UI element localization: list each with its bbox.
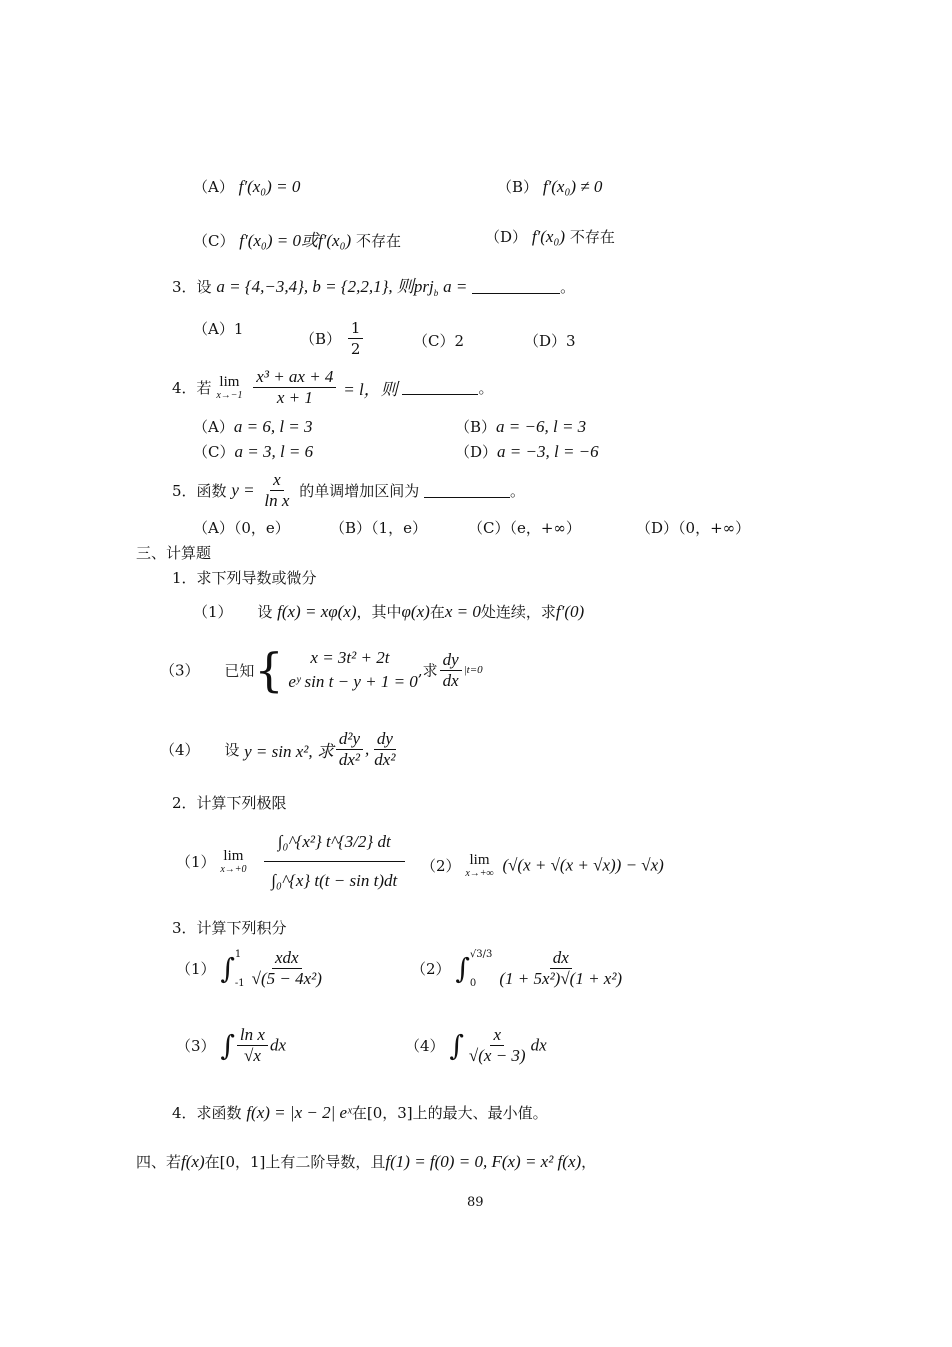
- q4-fraction: $\frac{\text{x³ + ax + 4}}{x + 1}$: [253, 367, 336, 408]
- problem-3-3: （3） ∫ $\frac{\text{ln x}}{√x}$ dx: [176, 1025, 286, 1065]
- p2-1-limit: lim x→+0: [220, 848, 247, 875]
- q5-answer-blank[interactable]: [424, 483, 510, 498]
- q5-option-d: （D）（0，+∞）: [636, 519, 751, 537]
- q3-answer-blank[interactable]: [472, 279, 560, 294]
- integral-sign: ∫: [455, 952, 470, 985]
- p1-4-derivative: $\frac{dy}{\text{dx²}}$: [374, 729, 396, 769]
- left-brace: {: [254, 643, 284, 697]
- problem-1-3: （3） 已知{ x = 3t² + 2t eʸ sin t − y + 1 = 0 ,求 $\frac{dy}{dx}$ |t=0: [160, 643, 483, 697]
- q5-option-b: （B）（1，e）: [330, 519, 427, 537]
- q3-option-d: （D）3: [524, 332, 576, 350]
- p2-1-fraction: $\frac{\text{∫₀\textasciicircum{}\{x²\} t\textasciicircum{}\{3/2\} dt}}{\text{∫₀\textasciicircum{}\{x\} t(t − sin t)dt}}$: [257, 823, 411, 900]
- p3-1-fraction: $\frac{\text{xdx}}{\text{√(5 − 4x²)}}$: [251, 948, 322, 988]
- p1-3-derivative: $\frac{dy}{dx}$: [440, 650, 462, 691]
- section-3-title: 三、计算题: [136, 544, 212, 562]
- q2-option-d-expr: f′(x₀): [531, 227, 566, 246]
- problem-3-4: （4） ∫ $\frac{x}{√(x - 3)}$ dx: [405, 1025, 547, 1065]
- q4-option-c: （C）a = 3, l = 6: [193, 442, 314, 461]
- q2-option-a: （A） f′(x₀) = 0: [193, 177, 301, 196]
- p1-4-second-derivative: $\frac{\text{d²y}}{\text{dx²}}$: [336, 729, 363, 770]
- p3-1-limits: 1 -1: [234, 948, 245, 989]
- q2-option-d: （D） f′(x₀) 不存在: [485, 227, 615, 246]
- q3-option-b-fraction: $\frac{1}{2}$: [348, 318, 364, 359]
- p3-3-fraction: $\frac{\text{ln x}}{√x}$: [237, 1025, 268, 1066]
- problem-1-1: （1） 设 f(x) = xφ(x)，其中φ(x)在x = 0处连续，求f′(0): [193, 602, 585, 621]
- problem-4: 4．求函数 f(x) = |x − 2| eˣ在[0，3]上的最大、最小值。: [172, 1103, 548, 1122]
- q3-option-b: （B） $\frac{1}{2}$: [300, 318, 365, 359]
- q4-option-d: （D）a = −3, l = −6: [455, 442, 599, 461]
- question-4: 4．若 lim x→−1 $\frac{\text{x³ + ax + 4}}{x + 1}$ = l，则 。: [172, 367, 494, 407]
- p3-2-fraction: $\frac{dx}{\text{(1 + 5x²)√(1 + x²)}}$: [499, 948, 623, 988]
- part-1-title: 1．求下列导数或微分: [172, 569, 317, 587]
- integral-sign: ∫: [220, 1029, 235, 1062]
- q5-option-c: （C）（e，+∞）: [468, 519, 581, 537]
- q3-option-c: （C）2: [413, 332, 465, 350]
- p2-2-limit: lim x→+∞: [465, 852, 494, 879]
- problem-3-1: （1） ∫ 1 -1 $\frac{\text{xdx}}{\text{√(5 − 4x²)}}$: [176, 948, 327, 989]
- part-3-title: 3．计算下列积分: [172, 919, 287, 937]
- integral-sign: ∫: [449, 1029, 464, 1062]
- q5-fraction: $\frac{x}{\text{ln x}}$: [264, 470, 290, 510]
- p3-2-limits: √3/3 0: [469, 948, 493, 989]
- question-3: 3．设 a = {4,−3,4}, b = {2,2,1}, 则prj$_b$ a = 。: [172, 277, 576, 298]
- q2-option-c-expr: f′(x₀) = 0或f′(x₀): [239, 231, 352, 250]
- question-5: 5．函数 y = $\frac{x}{\text{ln x}}$ 的单调增加区间为 。: [172, 470, 526, 510]
- integral-sign: ∫: [220, 952, 235, 985]
- q2-option-a-expr: f′(x₀) = 0: [238, 177, 301, 196]
- q5-option-a: （A）（0，e）: [193, 519, 290, 537]
- q3-expr2: a =: [443, 277, 468, 296]
- problem-2-1: （1） lim x→+0 $\frac{\text{∫₀\textasciicircum{}\{x²\} t\textasciicircum{}\{3/2\} dt}}{\text{∫₀\textasciicircum{}\{x\} t(t − sin t)dt}}$: [176, 823, 413, 900]
- q4-limit: lim x→−1: [216, 374, 243, 401]
- q2-option-b: （B） f′(x₀) ≠ 0: [497, 177, 603, 196]
- q3-expr: a = {4,−3,4}, b = {2,2,1}, 则prj: [216, 277, 434, 296]
- q4-answer-blank[interactable]: [402, 380, 478, 395]
- part-2-title: 2．计算下列极限: [172, 794, 287, 812]
- problem-2-2: （2） lim x→+∞ (√(x + √(x + √x)) − √x): [421, 852, 664, 879]
- q2-option-c: （C） f′(x₀) = 0或f′(x₀) 不存在: [193, 231, 401, 250]
- q4-option-b: （B）a = −6, l = 3: [455, 417, 587, 436]
- problem-1-4: （4） 设 y = sin x², 求 $\frac{\text{d²y}}{\text{dx²}}$ , $\frac{dy}{\text{dx²}}$: [160, 729, 400, 770]
- q3-sub: b: [433, 288, 439, 298]
- p3-4-fraction: $\frac{x}{√(x - 3)}$: [468, 1025, 526, 1065]
- section-4: 四、若f(x)在[0，1]上有二阶导数，且f(1) = f(0) = 0, F(x) = x² f(x)，: [136, 1152, 597, 1171]
- problem-3-2: （2） ∫ √3/3 0 $\frac{dx}{\text{(1 + 5x²)√(1 + x²)}}$: [411, 948, 627, 989]
- q4-option-a: （A）a = 6, l = 3: [193, 417, 313, 436]
- page-number: 89: [467, 1195, 484, 1210]
- q3-option-a: （A）1: [193, 320, 244, 338]
- p1-3-system: x = 3t² + 2t eʸ sin t − y + 1 = 0: [288, 648, 418, 691]
- q2-option-b-expr: f′(x₀) ≠ 0: [542, 177, 603, 196]
